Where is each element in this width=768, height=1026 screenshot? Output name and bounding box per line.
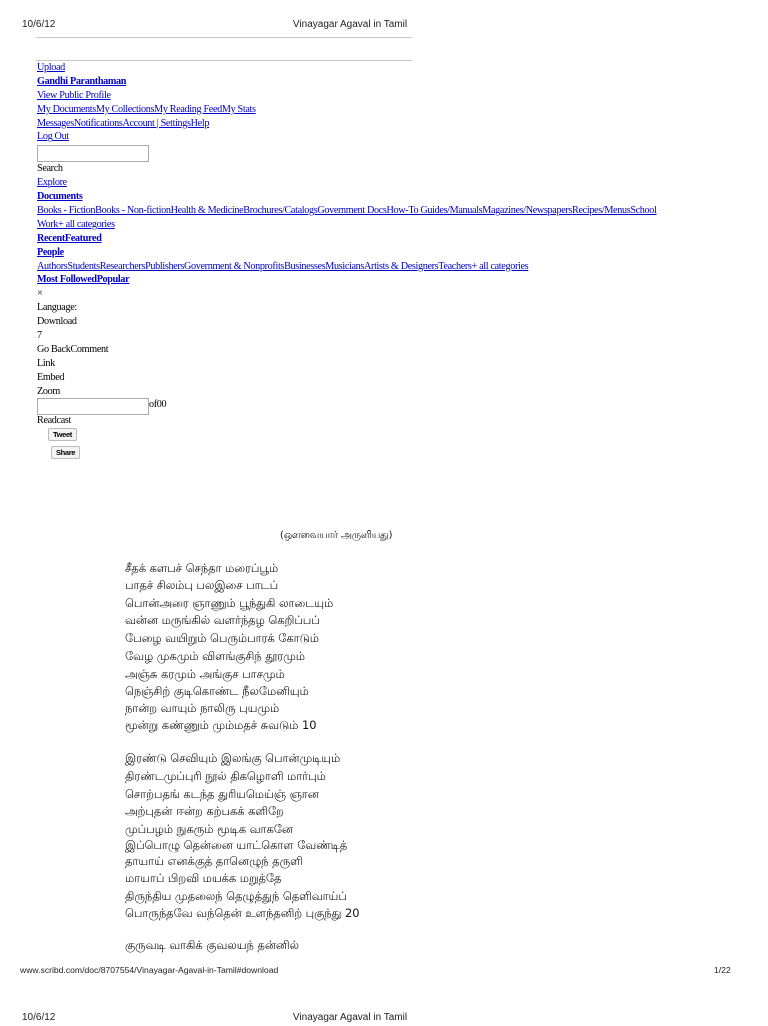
category-school-link[interactable]: School: [630, 205, 657, 217]
recent-link[interactable]: Recent: [37, 232, 65, 244]
embed-button[interactable]: Embed: [37, 371, 65, 383]
my-reading-feed-link[interactable]: My Reading Feed: [154, 103, 222, 115]
user-name-link[interactable]: Gandhi Paranthaman: [37, 75, 127, 87]
category-magazines-link[interactable]: Magazines/Newspapers: [482, 205, 573, 217]
search-input[interactable]: [37, 145, 149, 162]
tweet-button[interactable]: Tweet: [48, 428, 77, 441]
messages-link[interactable]: Messages: [37, 117, 74, 129]
explore-link[interactable]: Explore: [37, 177, 67, 189]
category-brochures-link[interactable]: Brochures/Catalogs: [243, 205, 318, 217]
category-work-link[interactable]: Work: [37, 218, 58, 230]
next-print-title: Vinayagar Agaval in Tamil: [292, 1012, 408, 1023]
document-categories-row-2: [37, 218, 657, 232]
all-categories-link[interactable]: + all categories: [57, 218, 115, 230]
poem-line: வன்ன மருங்கில் வளர்ந்தழ கெறிப்பப்: [125, 613, 320, 627]
zoom-label: Zoom: [37, 385, 60, 397]
category-fiction-link[interactable]: Books - Fiction: [37, 205, 96, 217]
poem-line: நான்ற வாயும் நாலிரு புயமும்: [125, 701, 280, 715]
people-artists-link[interactable]: Artists & Designers: [364, 260, 439, 272]
messages-links-row: [37, 117, 657, 131]
poem-line: பாதச் சிலம்பு பலஇசை பாடப்: [125, 578, 279, 592]
most-followed-link[interactable]: Most Followed: [37, 274, 97, 286]
category-nonfiction-link[interactable]: Books - Non-fiction: [95, 205, 171, 217]
poem-line: அஞ்சு கரமும் அங்குச பாசமும்: [125, 667, 285, 681]
poem-line: நெஞ்சிற் குடிகொண்ட நீலமேனியும்: [125, 684, 309, 698]
people-categories-row: [37, 260, 657, 274]
close-icon[interactable]: ×: [37, 288, 43, 300]
my-collections-link[interactable]: My Collections: [95, 103, 155, 115]
poem-line: மாயாப் பிறவி மயக்க மறுத்தே: [125, 871, 282, 885]
poem-line: இரண்டு செவியும் இலங்கு பொன்முடியும்: [125, 751, 341, 765]
my-stats-link[interactable]: My Stats: [221, 103, 256, 115]
poem-line: திருந்திய முதலைந் தெழுத்துந் தெளிவாய்ப்: [125, 889, 347, 903]
next-print-date: 10/6/12: [22, 1012, 56, 1023]
category-recipes-link[interactable]: Recipes/Menus: [572, 205, 631, 217]
print-date: 10/6/12: [22, 19, 56, 30]
poem-line: பொன்அரை ஞாணும் பூந்துகி லாடையும்: [125, 596, 334, 610]
poem-line: இப்பொழு தென்னை யாட்கொள வேண்டித்: [125, 838, 348, 852]
poem-line: மூன்று கண்ணும் மும்மதச் சுவடும் 10: [125, 718, 317, 732]
people-authors-link[interactable]: Authors: [37, 260, 68, 272]
people-musicians-link[interactable]: Musicians: [325, 260, 365, 272]
poem-line: சொற்பதங் கடந்த துரியமெய்ஞ் ஞான: [125, 787, 319, 801]
help-link[interactable]: Help: [190, 117, 210, 129]
download-count: 7: [37, 330, 42, 342]
poem-line: திரண்டமுப்புரி நூல் திகழொளி மார்பும்: [125, 769, 326, 783]
link-button[interactable]: Link: [37, 357, 55, 369]
poem-line: அற்புதன் ஈன்ற கற்பகக் களிறே: [125, 804, 284, 818]
documents-link[interactable]: Documents: [37, 191, 83, 203]
comment-button[interactable]: Comment: [70, 343, 109, 355]
people-researchers-link[interactable]: Researchers: [99, 260, 146, 272]
people-teachers-link[interactable]: Teachers: [438, 260, 472, 272]
go-back-button[interactable]: Go Back: [37, 343, 71, 355]
page-header: [0, 19, 768, 33]
readcast-label: Readcast: [37, 415, 71, 427]
category-howto-link[interactable]: How-To Guides/Manuals: [386, 205, 483, 217]
poem-line: பேழை வயிறும் பெரும்பாரக் கோடும்: [125, 631, 319, 645]
view-profile-link[interactable]: View Public Profile: [37, 89, 111, 101]
poem-line: சீதக் களபச் செந்தா மரைப்பூம்: [125, 561, 279, 575]
print-title: Vinayagar Agaval in Tamil: [292, 19, 408, 30]
poem-line: முப்பழம் நுகரும் மூடிக வாகனே: [125, 822, 293, 836]
account-links-row: [37, 103, 657, 117]
my-documents-link[interactable]: My Documents: [37, 103, 96, 115]
poem-heading: (ஔவையார் அருளியது): [280, 530, 393, 541]
people-students-link[interactable]: Students: [67, 260, 100, 272]
upload-link[interactable]: Upload: [37, 62, 65, 73]
share-button[interactable]: Share: [51, 446, 80, 459]
download-button[interactable]: Download: [37, 316, 77, 328]
people-publishers-link[interactable]: Publishers: [145, 260, 185, 272]
language-label: Language:: [37, 302, 77, 314]
category-health-link[interactable]: Health & Medicine: [170, 205, 244, 217]
people-all-categories-link[interactable]: + all categories: [471, 260, 529, 272]
people-link[interactable]: People: [37, 246, 64, 258]
people-businesses-link[interactable]: Businesses: [284, 260, 326, 272]
search-label: Search: [37, 163, 63, 175]
site-navigation: [37, 61, 657, 460]
page-total: of00: [149, 399, 167, 411]
header-rule: [36, 37, 412, 38]
logout-link[interactable]: Log Out: [37, 131, 69, 143]
people-government-link[interactable]: Government & Nonprofits: [184, 260, 285, 272]
category-government-link[interactable]: Government Docs: [317, 205, 387, 217]
popular-link[interactable]: Popular: [96, 274, 130, 286]
featured-link[interactable]: Featured: [64, 232, 102, 244]
account-settings-link[interactable]: Account | Settings: [122, 117, 191, 129]
footer-url: www.scribd.com/doc/8707554/Vinayagar-Agaval-in-Tamil#download: [20, 965, 279, 975]
page-number-input[interactable]: [37, 398, 149, 415]
page-number: 1/22: [714, 965, 731, 975]
poem-line: பொருந்தவே வந்தென் உளந்தனிற் புகுந்து 20: [125, 906, 360, 920]
notifications-link[interactable]: Notifications: [73, 117, 123, 129]
poem-line: வேழ முகமும் விளங்குசிந் தூரமும்: [125, 649, 305, 663]
document-categories-row: [37, 204, 657, 218]
poem-line: தாயாய் எனக்குத் தானெழுந் தருளி: [125, 854, 303, 868]
poem-line: குருவடி வாகிக் குவலயந் தன்னில்: [125, 938, 299, 952]
